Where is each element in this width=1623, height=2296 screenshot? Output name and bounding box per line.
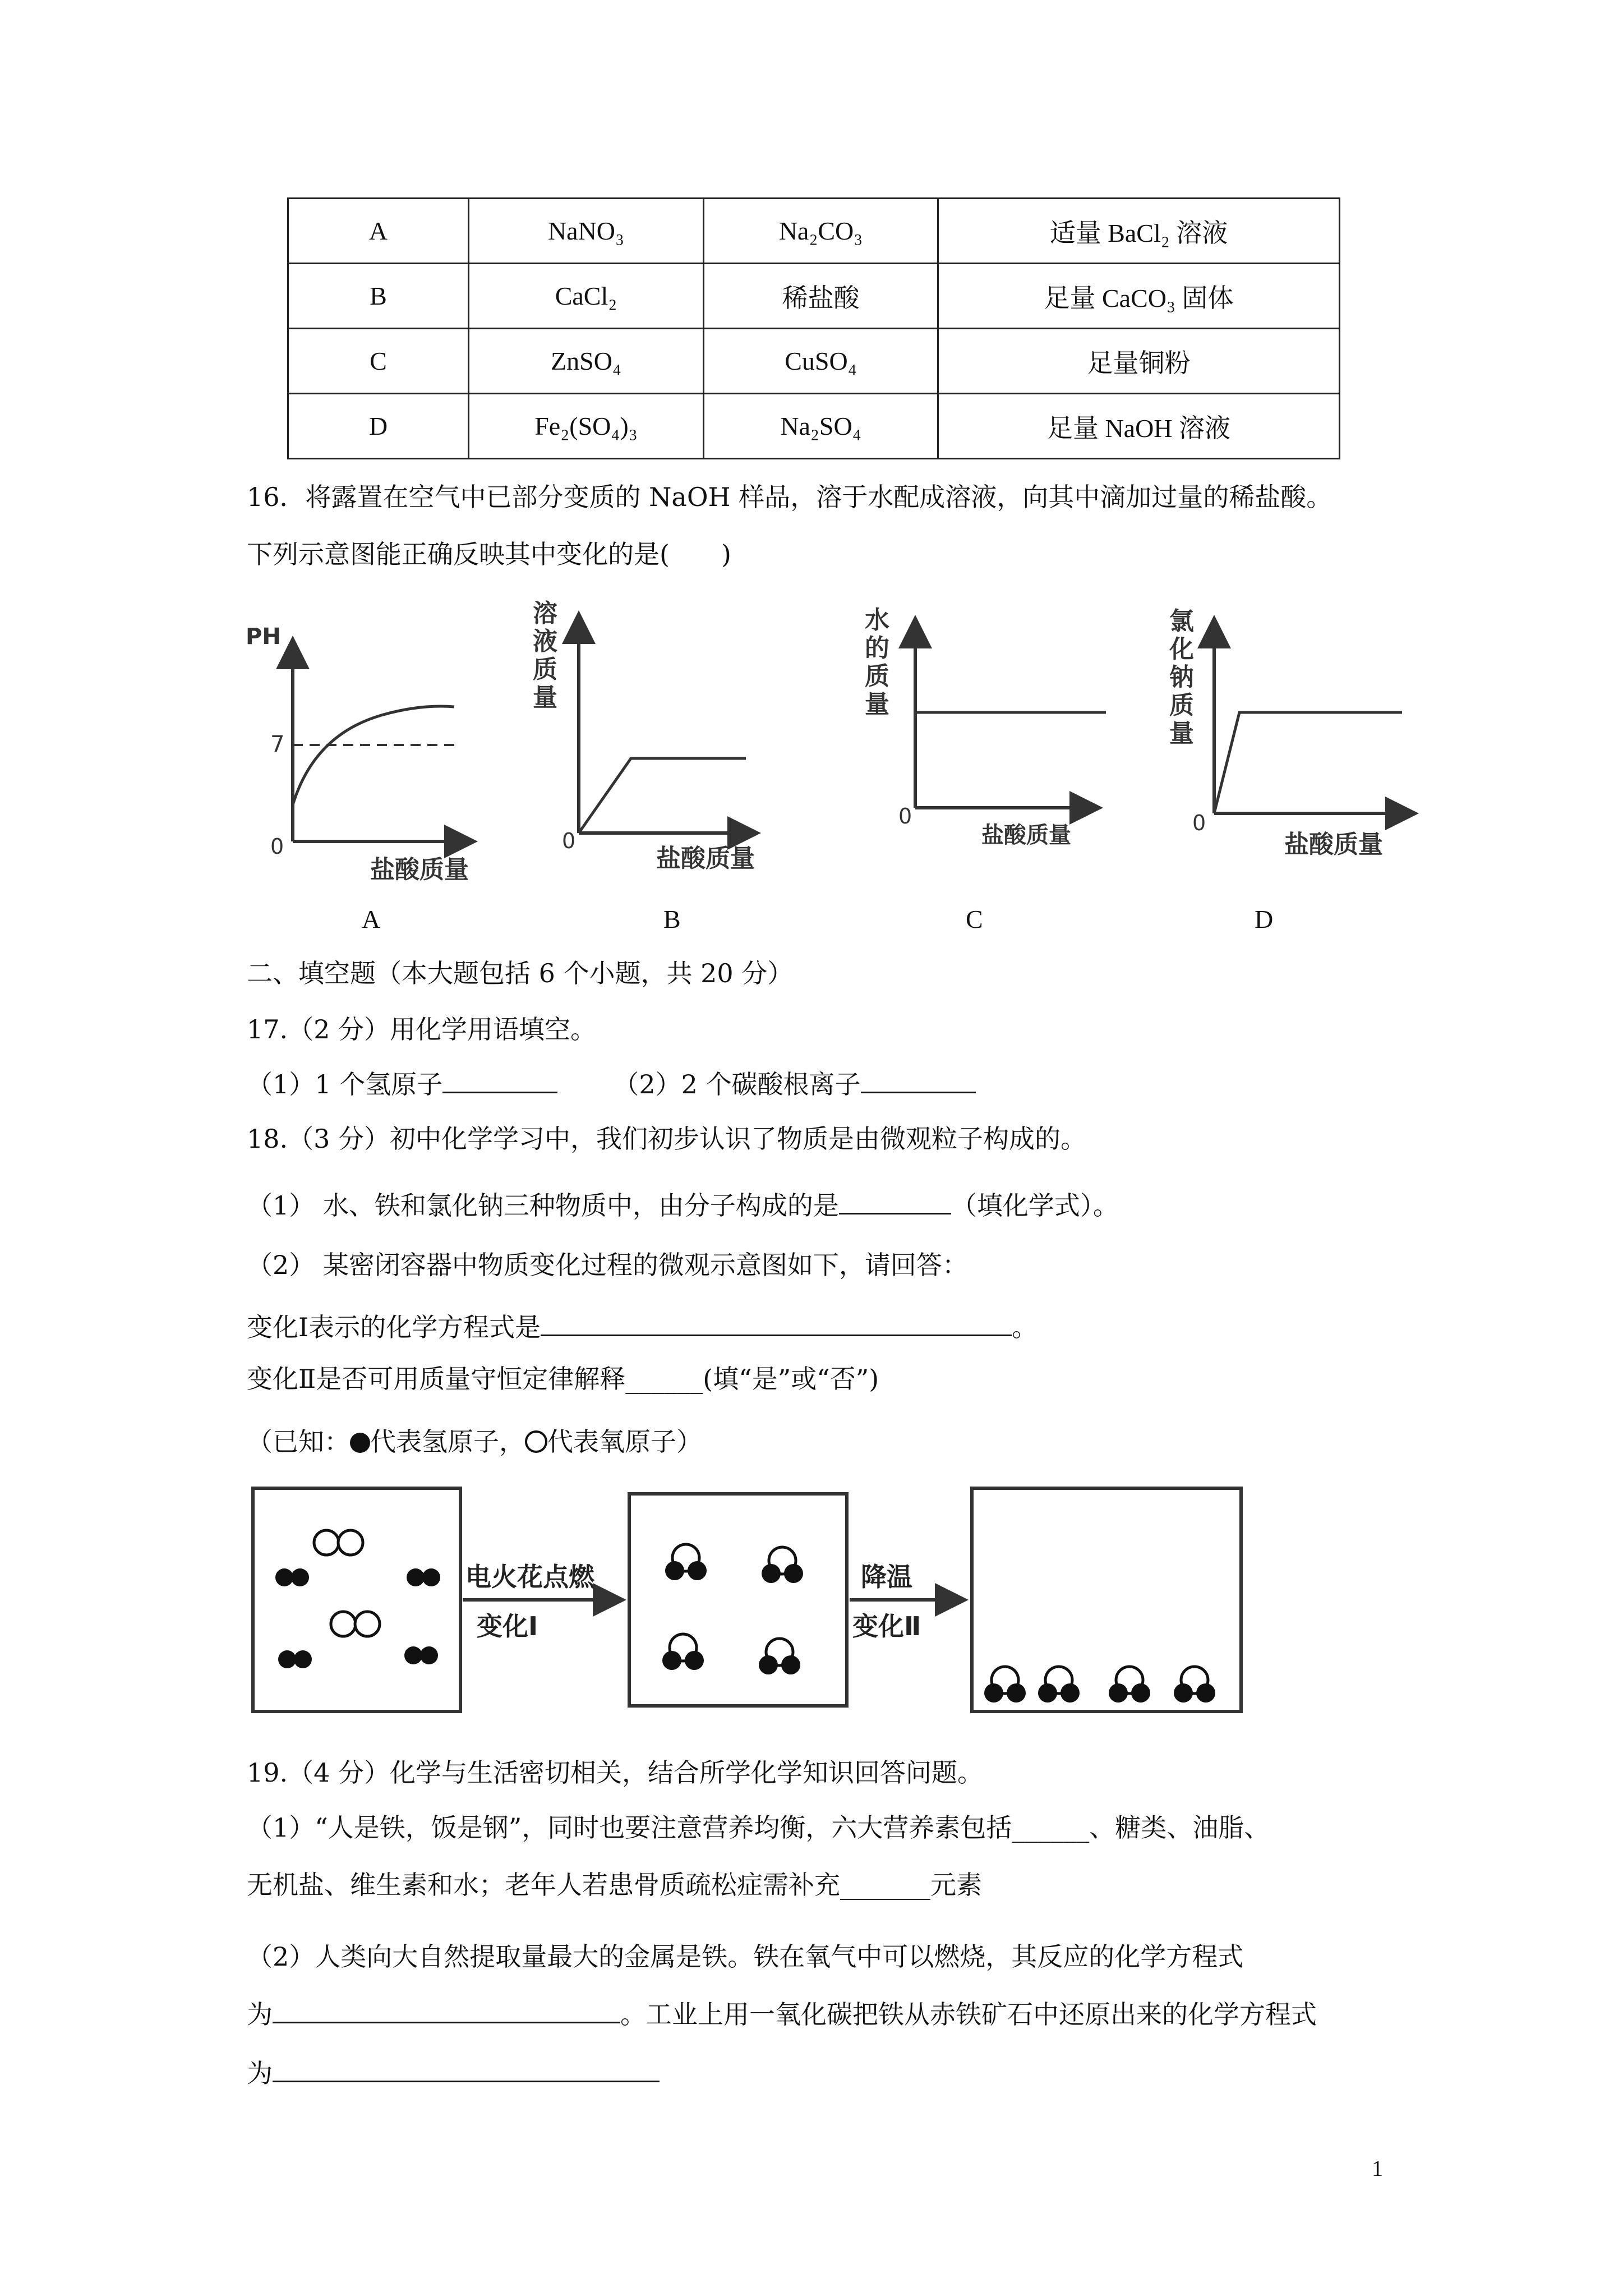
- q19-p5: [247, 2056, 660, 2090]
- q19-p4: [247, 1997, 1317, 2031]
- table-cell: D: [288, 394, 469, 459]
- table-cell: Na₂SO₄: [704, 394, 938, 459]
- chart-a-xlabel: 盐酸质量: [370, 855, 469, 884]
- chart-b-ylabel-char: 量: [533, 683, 557, 712]
- section-title: 二、填空题（本大题包括 6 个小题，共 20 分）: [247, 958, 794, 988]
- q17-part1: （1）1 个氢原子: [247, 1069, 443, 1099]
- answer-blank[interactable]: [839, 1188, 951, 1214]
- q19-p4-prefix: 为: [247, 1999, 273, 2030]
- table-cell: A: [288, 199, 469, 264]
- q19-p1: （1）“人是铁，饭是钢”，同时也要注意营养均衡，六大营养素包括______、糖类、油脂、: [247, 1812, 1270, 1843]
- chart-b-ylabel-char: 液: [533, 627, 557, 656]
- chart-c-ylabel-char: 的: [865, 634, 889, 662]
- chart-a-letter: A: [362, 905, 381, 933]
- chart-c-origin: 0: [898, 804, 912, 829]
- q18-part3-text: 变化Ⅰ表示的化学方程式是: [247, 1312, 541, 1342]
- answer-blank[interactable]: [541, 1310, 1012, 1336]
- chart-b-ylabel-char: 溶: [533, 599, 557, 628]
- table-cell: Na₂CO₃: [704, 199, 938, 264]
- q18-known: [247, 1425, 702, 1458]
- table-cell: 足量 NaOH 溶液: [938, 394, 1340, 459]
- chart-c-ylabel-char: 水: [865, 606, 889, 634]
- q18-micro-diagram: [250, 1484, 1248, 1719]
- answer-blank[interactable]: [273, 2056, 660, 2082]
- chart-a-curve: [293, 706, 454, 805]
- q17-part2: （2）2 个碳酸根离子: [613, 1069, 861, 1099]
- q19-p5-prefix: 为: [247, 2058, 273, 2088]
- before-box: [253, 1488, 460, 1711]
- chart-d-ylabel-char: 质: [1169, 691, 1194, 720]
- chart-c-letter: C: [966, 905, 983, 933]
- oxygen-atom-icon: [525, 1430, 547, 1453]
- chart-d-ylabel-char: 氯: [1169, 607, 1194, 636]
- chart-c-ylabel-char: 量: [865, 690, 889, 719]
- q18-part3: [247, 1310, 1038, 1344]
- chart-d-origin: 0: [1192, 811, 1206, 835]
- q18-part1: [247, 1188, 1119, 1222]
- chart-b: [533, 599, 755, 873]
- table-cell: CuSO₄: [704, 329, 938, 394]
- q17-parts: [247, 1067, 976, 1101]
- answer-blank[interactable]: [273, 1997, 620, 2023]
- q18-known-suffix: 代表氧原子）: [547, 1427, 702, 1457]
- q19-title: 19.（4 分）化学与生活密切相关，结合所学化学知识回答问题。: [247, 1757, 984, 1788]
- table-cell: CaCl₂: [469, 264, 704, 329]
- chart-c-ylabel-char: 质: [865, 662, 889, 691]
- chart-a: [246, 624, 471, 884]
- answer-blank[interactable]: [861, 1067, 976, 1093]
- middle-box: [629, 1494, 847, 1706]
- table-row: [288, 329, 1340, 394]
- q19-p2: 无机盐、维生素和水；老年人若患骨质疏松症需补充_______元素: [247, 1870, 982, 1900]
- q19-p3: （2）人类向大自然提取量最大的金属是铁。铁在氧气中可以燃烧，其反应的化学方程式: [247, 1941, 1244, 1972]
- chart-d-letter: D: [1255, 905, 1274, 933]
- arrow-1-bottom-label: 变化Ⅰ: [477, 1611, 538, 1641]
- chart-d-xlabel: 盐酸质量: [1284, 830, 1383, 859]
- options-table: [287, 197, 1340, 459]
- chart-b-origin: 0: [562, 829, 576, 853]
- chart-c-xlabel: 盐酸质量: [981, 822, 1071, 848]
- chart-a-ylabel: PH: [246, 624, 281, 650]
- chart-a-ref-label: 7: [270, 731, 285, 757]
- q18-part4: 变化Ⅱ是否可用质量守恒定律解释______(填“是”或“否”): [247, 1364, 879, 1394]
- table-cell: C: [288, 329, 469, 394]
- chart-d-ylabel-char: 量: [1169, 719, 1194, 748]
- q19-p4-suffix: 。工业上用一氧化碳把铁从赤铁矿石中还原出来的化学方程式: [620, 1999, 1317, 2030]
- table-cell: B: [288, 264, 469, 329]
- table-cell: ZnSO₄: [469, 329, 704, 394]
- q17-title: 17.（2 分）用化学用语填空。: [247, 1014, 597, 1045]
- chart-b-letter: B: [663, 905, 681, 933]
- q18-title: 18.（3 分）初中化学学习中，我们初步认识了物质是由微观粒子构成的。: [247, 1124, 1087, 1154]
- table-cell: 足量铜粉: [938, 329, 1340, 394]
- page-number: 1: [1372, 2156, 1383, 2181]
- q18-known-prefix: （已知：: [247, 1427, 350, 1457]
- chart-c: [865, 606, 1106, 848]
- table-cell: 足量 CaCO₃ 固体: [938, 264, 1340, 329]
- answer-blank[interactable]: [442, 1067, 557, 1093]
- chart-b-line: [579, 758, 746, 833]
- q16-line1: 16．将露置在空气中已部分变质的 NaOH 样品，溶于水配成溶液，向其中滴加过量的稀盐酸。: [247, 482, 1332, 512]
- hydrogen-atom-icon: [350, 1433, 370, 1453]
- q16-line2: 下列示意图能正确反映其中变化的是( ): [247, 539, 731, 569]
- table-cell: 稀盐酸: [704, 264, 938, 329]
- chart-b-ylabel-char: 质: [533, 655, 557, 684]
- arrow-1-top-label: 电火花点燃: [465, 1562, 594, 1592]
- q18-part3-suffix: 。: [1012, 1312, 1038, 1342]
- arrow-2-top-label: 降温: [861, 1562, 912, 1592]
- chart-d-ylabel-char: 钠: [1169, 663, 1194, 692]
- q18-part1-suffix: （填化学式）。: [951, 1190, 1119, 1221]
- chart-d-line: [1214, 712, 1402, 813]
- table-row: [288, 394, 1340, 459]
- chart-a-origin: 0: [270, 834, 284, 859]
- table-cell: NaNO₃: [469, 199, 704, 264]
- q16-charts: [236, 595, 1424, 954]
- chart-d: [1169, 607, 1412, 859]
- chart-d-ylabel-char: 化: [1169, 635, 1194, 664]
- q18-part2: （2） 某密闭容器中物质变化过程的微观示意图如下，请回答：: [247, 1250, 968, 1280]
- arrow-2-bottom-label: 变化Ⅱ: [852, 1611, 921, 1641]
- q18-part1-text: （1） 水、铁和氯化钠三种物质中，由分子构成的是: [247, 1190, 839, 1221]
- table-row: [288, 199, 1340, 264]
- table-cell: 适量 BaCl₂ 溶液: [938, 199, 1340, 264]
- q18-known-mid: 代表氢原子，: [370, 1427, 525, 1457]
- table-row: [288, 264, 1340, 329]
- table-cell: Fe₂(SO₄)₃: [469, 394, 704, 459]
- chart-b-xlabel: 盐酸质量: [656, 844, 755, 873]
